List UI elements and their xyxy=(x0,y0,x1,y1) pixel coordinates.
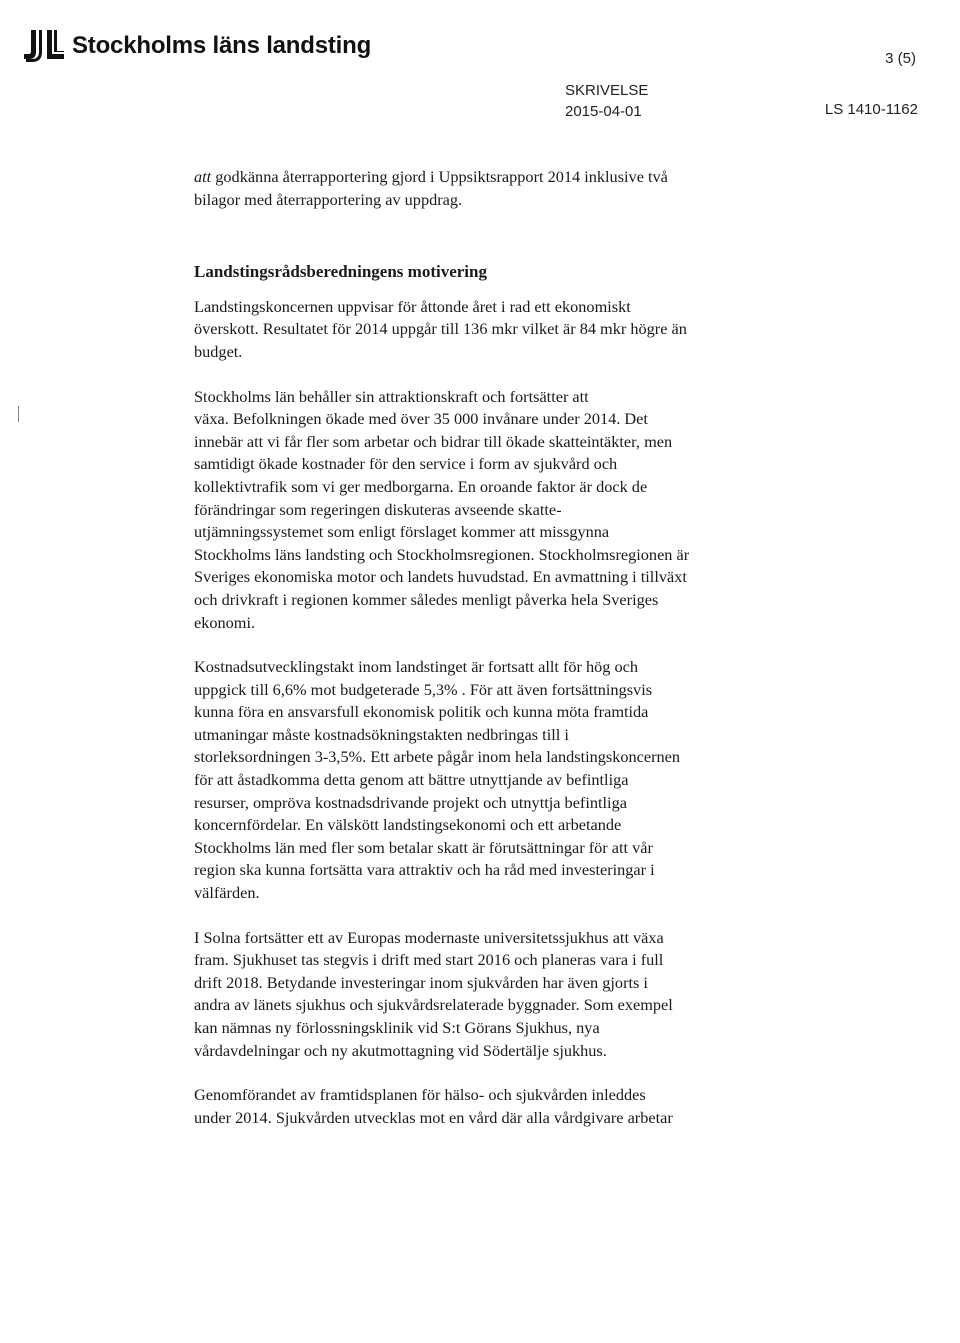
body-paragraph xyxy=(194,927,794,1063)
page-number: 3 (5) xyxy=(885,50,916,67)
paragraph-line: andra av länets sjukhus och sjukvårdsrelaterade byggnader. Som exempel xyxy=(194,995,673,1015)
paragraph-line: Landstingskoncernen uppvisar för åttonde året i rad ett ekonomiskt xyxy=(194,296,631,316)
document-date: 2015-04-01 xyxy=(565,103,642,120)
paragraph-line: innebär att vi får fler som arbetar och bidrar till ökade skatteintäkter, men xyxy=(194,431,673,451)
paragraph-line: kan nämnas ny förlossningsklinik vid S:t Görans Sjukhus, nya xyxy=(194,1018,600,1037)
intro-italic-word: att xyxy=(194,167,212,186)
paragraph-line: överskott. Resultatet för 2014 uppgår till 136 mkr vilket är 84 mkr högre än xyxy=(194,319,687,339)
paragraph-line: välfärden. xyxy=(194,883,260,903)
paragraph-line: växa. Befolkningen ökade med över 35 000 invånare under 2014. Det xyxy=(194,409,648,429)
document-meta xyxy=(565,80,648,122)
paragraph-line: fram. Sjukhuset tas stegvis i drift med start 2016 och planeras vara i full xyxy=(194,950,664,970)
org-name: Stockholms läns landsting xyxy=(72,32,372,59)
body-paragraph xyxy=(194,296,794,364)
paragraph-line: under 2014. Sjukvården utvecklas mot en vård där alla vårdgivare arbetar xyxy=(194,1107,673,1127)
intro-line: bilagor med återrapportering av uppdrag. xyxy=(194,189,463,209)
sll-logo-icon xyxy=(22,28,66,64)
reference-number: LS 1410-1162 xyxy=(824,101,918,118)
intro-paragraph xyxy=(194,166,794,211)
paragraph-line: koncernfördelar. En välskött landstingsekonomi och ett arbetande xyxy=(194,815,622,835)
body-paragraph xyxy=(194,386,794,635)
paragraph-line: region ska kunna fortsätta vara attraktiv och ha råd med investeringar i xyxy=(194,860,655,880)
paragraph-line: Stockholms läns landsting och Stockholmsregionen. Stockholmsregionen är xyxy=(194,544,690,564)
paragraph-line: uppgick till 6,6% mot budgeterade 5,3% . För att även fortsättningsvis xyxy=(194,679,653,699)
paragraph-line: utmaningar måste kostnadsökningstakten nedbringas till i xyxy=(194,724,569,744)
body-paragraph xyxy=(194,656,794,905)
paragraph-line: samtidigt ökade kostnader för den service i form av sjukvård och xyxy=(194,454,618,474)
intro-line-rest: godkänna återrapportering gjord i Uppsiktsrapport 2014 inklusive två xyxy=(211,167,668,186)
intro-line xyxy=(194,166,794,189)
paragraph-line: I Solna fortsätter ett av Europas modernaste universitetssjukhus att växa xyxy=(194,927,664,947)
paragraph-line: kunna föra en ansvarsfull ekonomisk politik och kunna möta framtida xyxy=(194,702,649,722)
paragraph-line: Sveriges ekonomiska motor och landets huvudstad. En avmattning i tillväxt xyxy=(194,567,687,587)
paragraph-line: storleksordningen 3-3,5%. Ett arbete pågår inom hela landstingskoncernen xyxy=(194,747,681,767)
paragraph-line: Stockholms län med fler som betalar skatt är förutsättningar för att vår xyxy=(194,837,653,857)
paragraph-line: Stockholms län behåller sin attraktionskraft och fortsätter att xyxy=(194,386,589,406)
paragraph-line: budget. xyxy=(194,341,243,361)
document-body xyxy=(194,166,794,1129)
paragraph-line: resurser, ompröva kostnadsdrivande projekt och utnyttja befintliga xyxy=(194,792,627,812)
section-heading: Landstingsrådsberedningens motivering xyxy=(194,262,487,282)
paragraph-line: drift 2018. Betydande investeringar inom sjukvården har även gjorts i xyxy=(194,972,648,992)
paragraph-line: för att åstadkomma detta genom att bättre utnyttjande av befintliga xyxy=(194,770,629,790)
paragraph-line: Genomförandet av framtidsplanen för hälso- och sjukvården inleddes xyxy=(194,1085,646,1105)
paragraph-line: ekonomi. xyxy=(194,612,256,632)
paragraph-line: förändringar som regeringen diskuteras avseende skatte- xyxy=(194,499,562,519)
scan-artifact xyxy=(18,406,19,422)
paragraph-line: utjämningssystemet som enligt förslaget kommer att missgynna xyxy=(194,522,610,542)
paragraph-line: vårdavdelningar och ny akutmottagning vid Södertälje sjukhus. xyxy=(194,1040,607,1060)
paragraph-line: kollektivtrafik som vi ger medborgarna. En oroande faktor är dock de xyxy=(194,476,648,496)
paragraph-line: Kostnadsutvecklingstakt inom landstinget är fortsatt allt för hög och xyxy=(194,657,639,677)
document-type: SKRIVELSE xyxy=(565,82,649,99)
org-logo xyxy=(22,28,371,64)
paragraph-line: och drivkraft i regionen kommer således menligt påverka hela Sveriges xyxy=(194,589,659,609)
body-paragraph xyxy=(194,1084,794,1129)
